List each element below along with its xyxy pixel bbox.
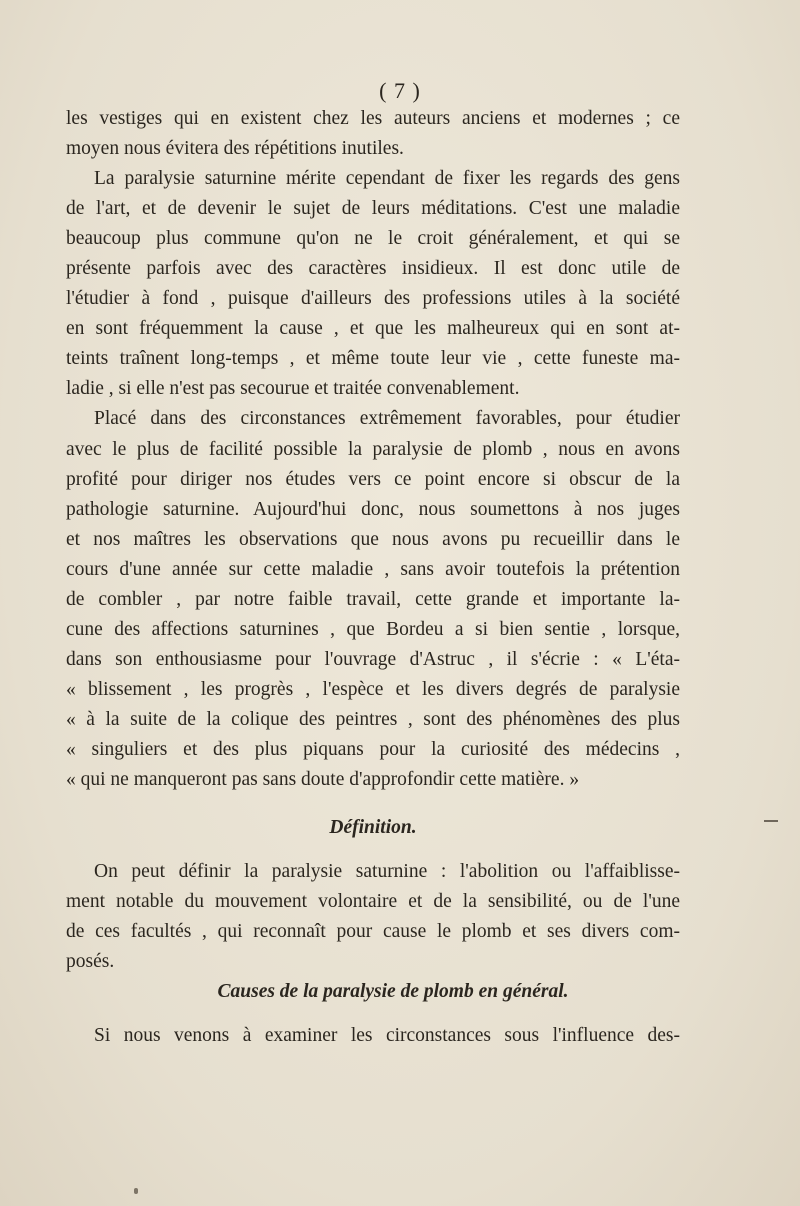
text-line: Si nous venons à examiner les circonstances sous l'influence des- [94, 1025, 680, 1047]
text-line: beaucoup plus commune qu'on ne le croit généralement, et qui se [66, 228, 680, 250]
text-line: ladie , si elle n'est pas secourue et traitée convenablement. [66, 378, 520, 400]
text-line: les vestiges qui en existent chez les auteurs anciens et modernes ; ce [66, 108, 680, 129]
text-line: pathologie saturnine. Aujourd'hui donc, nous soumettons à nos juges [66, 498, 680, 520]
text-line: de ces facultés , qui reconnaît pour cause le plomb et ses divers com- [66, 921, 680, 943]
text-line: en sont fréquemment la cause , et que les malheureux qui en sont at- [66, 318, 680, 340]
text-line: « blissement , les progrès , l'espèce et les divers degrés de paralysie [66, 678, 680, 700]
text-line: cours d'une année sur cette maladie , sans avoir toutefois la prétention [66, 558, 680, 580]
text-line: présente parfois avec des caractères insidieux. Il est donc utile de [66, 258, 680, 280]
text-line: cune des affections saturnines , que Bordeu a si bien sentie , lorsque, [66, 618, 680, 640]
text-line: de combler , par notre faible travail, cette grande et importante la- [66, 588, 680, 610]
paper-stain [134, 1188, 138, 1194]
text-line: et nos maîtres les observations que nous avons pu recueillir dans le [66, 528, 680, 550]
section-heading-definition: Définition. [329, 817, 417, 839]
text-line: ment notable du mouvement volontaire et de la sensibilité, ou de l'une [66, 891, 680, 913]
text-line: teints traînent long-temps , et même toute leur vie , cette funeste ma- [66, 348, 680, 370]
text-line: posés. [66, 951, 115, 973]
text-line: « qui ne manqueront pas sans doute d'approfondir cette matière. » [66, 769, 580, 791]
text-line: « à la suite de la colique des peintres , sont des phénomènes des plus [66, 708, 680, 730]
text-line: La paralysie saturnine mérite cependant de fixer les regards des gens [94, 168, 680, 190]
text-line: moyen nous évitera des répétitions inutiles. [66, 138, 404, 160]
text-line: de l'art, et de devenir le sujet de leurs méditations. C'est une maladie [66, 198, 680, 220]
text-line: Placé dans des circonstances extrêmement favorables, pour étudier [94, 408, 680, 430]
page-number: ( 7 ) [379, 78, 421, 103]
text-line: dans son enthousiasme pour l'ouvrage d'Astruc , il s'écrie : « L'éta- [66, 648, 680, 670]
text-line: profité pour diriger nos études vers ce point encore si obscur de la [66, 468, 680, 490]
body-text [66, 104, 680, 1051]
section-heading-causes: Causes de la paralysie de plomb en général. [217, 981, 569, 1003]
margin-mark [764, 820, 778, 822]
text-line: « singuliers et des plus piquans pour la curiosité des médecins , [66, 738, 680, 760]
text-line: l'étudier à fond , puisque d'ailleurs des professions utiles à la société [66, 288, 680, 310]
text-line: avec le plus de facilité possible la paralysie de plomb , nous en avons [66, 438, 680, 460]
text-line: On peut définir la paralysie saturnine : l'abolition ou l'affaiblisse- [94, 861, 680, 883]
